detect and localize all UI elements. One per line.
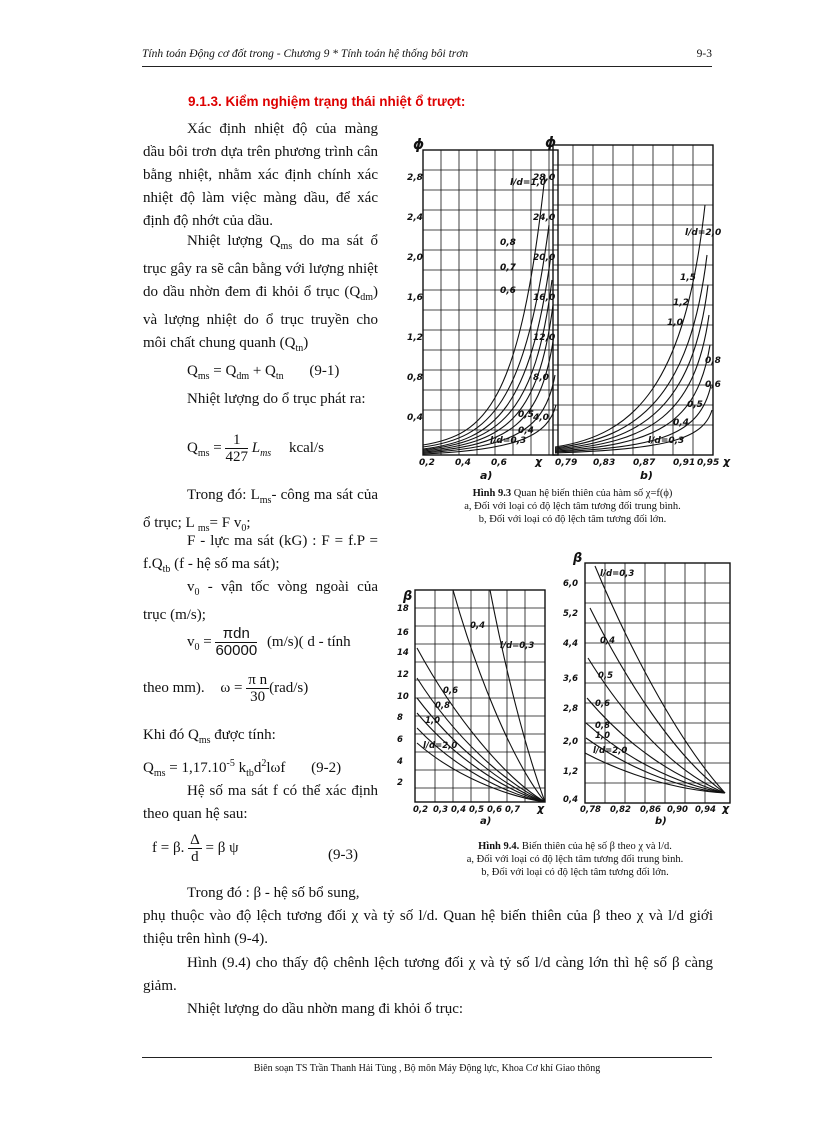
svg-text:1,6: 1,6	[407, 293, 423, 303]
paragraph-heat-gen: Nhiệt lượng do ổ trục phát ra:	[187, 391, 366, 407]
svg-text:1,0: 1,0	[425, 716, 441, 726]
svg-text:0,6: 0,6	[487, 805, 503, 815]
svg-text:0,90: 0,90	[667, 805, 688, 815]
svg-text:1,0: 1,0	[595, 731, 611, 741]
svg-text:0,5: 0,5	[687, 400, 703, 410]
svg-text:l/d=2,0: l/d=2,0	[423, 741, 458, 751]
svg-text:0,4: 0,4	[600, 636, 616, 646]
equation-9-1: $Q_{ms} = Q_{dm} + Q_{tn}$ (9-1)	[187, 363, 340, 382]
svg-text:0,8: 0,8	[435, 701, 451, 711]
svg-text:12: 12	[397, 670, 409, 680]
svg-text:0,3: 0,3	[433, 805, 449, 815]
equation-v0: $v_0$ = $\frac{\text{πdn}}{60000}$ (m/s)( d - tính	[187, 625, 351, 659]
svg-text:2,0: 2,0	[407, 253, 423, 263]
footer-rule	[142, 1057, 712, 1058]
svg-text:0,8: 0,8	[595, 721, 611, 731]
figure-9-3-graph	[405, 135, 735, 480]
svg-text:6,0: 6,0	[563, 579, 579, 589]
svg-text:0,83: 0,83	[593, 458, 616, 468]
paragraph-velocity: $v_0$ - vận tốc vòng ngoài của trục (m/s);	[143, 579, 378, 623]
footer-credit: Biên soạn TS Trần Thanh Hải Tùng , Bộ môn Máy Động lực, Khoa Cơ khí Giao thông	[253, 1063, 601, 1074]
equation-9-2: $Q_{ms} = 1,17.10^{-5}$ $k_{tb}d^2l\omega f$ (9-2)	[143, 758, 342, 779]
svg-text:10: 10	[397, 692, 409, 702]
svg-text:0,4: 0,4	[563, 795, 579, 805]
svg-text:a): a)	[480, 816, 492, 827]
svg-text:0,6: 0,6	[500, 286, 516, 296]
figure-9-4-caption: Hình 9.4. Biến thiên của hệ số β theo χ và l/d. a, Đối với loại có độ lệch tâm tương đối trung bình. b, Đối với loại có độ lệch tâm tương đối lớn.	[466, 841, 684, 878]
paragraph-where: Trong đó: $L_{ms}-$ công ma sát của ổ trục; L $_{ms}$= F $v_0$;	[143, 487, 378, 534]
svg-text:0,6: 0,6	[705, 380, 721, 390]
svg-text:0,7: 0,7	[500, 263, 516, 273]
svg-text:0,8: 0,8	[500, 238, 516, 248]
running-header	[142, 48, 712, 68]
svg-text:l/d=1,0: l/d=1,0	[510, 178, 547, 188]
paragraph-then: Khi đó $Q_{ms}$ được tính:	[143, 727, 276, 746]
svg-text:16: 16	[397, 628, 409, 638]
svg-text:2,8: 2,8	[407, 173, 423, 183]
svg-text:ϕ: ϕ	[545, 135, 557, 151]
svg-text:1,5: 1,5	[680, 273, 696, 283]
svg-text:a): a)	[480, 469, 493, 480]
svg-text:2,0: 2,0	[563, 737, 579, 747]
svg-text:0,7: 0,7	[505, 805, 521, 815]
svg-text:8,0: 8,0	[533, 373, 549, 383]
svg-text:0,4: 0,4	[470, 621, 486, 631]
paragraph-oil-heat: Nhiệt lượng do dầu nhờn mang đi khỏi ổ trục:	[187, 1001, 464, 1017]
svg-text:0,2: 0,2	[419, 458, 435, 468]
svg-text:b): b)	[655, 816, 667, 827]
figure-9-3-caption: Hình 9.3 Quan hệ biến thiên của hàm số χ=f(ϕ) a, Đối với loại có độ lệch tâm tương đối trung bình. b, Đối với loại có độ lệch tâm tương đối lớn.	[464, 488, 681, 525]
paragraph-friction-coef: Hệ số ma sát f có thể xác định theo quan hệ sau:	[143, 783, 378, 822]
svg-text:0,6: 0,6	[595, 699, 611, 709]
svg-text:18: 18	[397, 604, 409, 614]
svg-text:l/d=0,3: l/d=0,3	[600, 569, 635, 579]
header-rule	[142, 66, 712, 67]
svg-text:0,4: 0,4	[673, 418, 689, 428]
section-title: 9.1.3. Kiểm nghiệm trạng thái nhiệt ổ trượt:	[188, 94, 466, 109]
svg-text:0,8: 0,8	[705, 356, 721, 366]
svg-text:l/d=0,3: l/d=0,3	[648, 436, 685, 446]
svg-text:6: 6	[397, 735, 403, 745]
svg-text:5,2: 5,2	[563, 609, 579, 619]
equation-omega: theo mm). ω = $\frac{\text{π n}}{30}$ (rad/s)	[143, 672, 309, 705]
svg-text:16,0: 16,0	[533, 293, 556, 303]
paragraph-heat: Nhiệt lượng $Q_{ms}$ do ma sát ổ trục gây ra sẽ cân bằng với lượng nhiệt do dầu nhờn đem đi khỏi ổ trục $(Q_{dm})$ và lượng nhiệt do ổ trục truyền cho môi chất chung quanh $(Q_{tn})$	[143, 233, 378, 354]
equation-qms: $Q_{ms}$ = $\frac{1}{427}$ $L_{ms}$ kcal/s	[187, 432, 324, 465]
paragraph-where-beta: Trong đó : β - hệ số bổ sung,	[187, 885, 360, 901]
svg-text:4: 4	[397, 757, 403, 767]
svg-text:1,2: 1,2	[673, 298, 689, 308]
svg-text:0,5: 0,5	[518, 410, 534, 420]
svg-text:0,6: 0,6	[443, 686, 459, 696]
svg-text:0,78: 0,78	[580, 805, 601, 815]
svg-text:χ: χ	[723, 455, 731, 468]
svg-text:20,0: 20,0	[533, 253, 556, 263]
svg-text:ϕ: ϕ	[413, 137, 425, 153]
figure-9-4-graph	[395, 548, 740, 828]
svg-text:0,91: 0,91	[673, 458, 696, 468]
svg-text:4,0: 4,0	[533, 413, 549, 423]
svg-text:0,6: 0,6	[491, 458, 507, 468]
svg-text:l/d=2,0: l/d=2,0	[593, 746, 628, 756]
svg-text:b): b)	[640, 469, 653, 480]
svg-text:28,0: 28,0	[533, 173, 556, 183]
paragraph-intro: Xác định nhiệt độ của màng dầu bôi trơn dựa trên phương trình cân bằng nhiệt, nhằm xác định chính xác nhiệt độ làm việc màng dầu, để xác định độ nhớt của dầu.	[143, 121, 378, 229]
svg-text:0,5: 0,5	[598, 671, 614, 681]
equation-9-3: f = β. $\frac{\Delta}{d}$ = β ψ (9-3)	[152, 832, 358, 865]
svg-text:0,4: 0,4	[407, 413, 423, 423]
svg-text:0,8: 0,8	[407, 373, 423, 383]
svg-text:0,94: 0,94	[695, 805, 716, 815]
page-number: 9-3	[696, 48, 712, 60]
svg-text:β: β	[573, 551, 583, 566]
svg-text:2,8: 2,8	[563, 704, 579, 714]
svg-text:χ: χ	[722, 802, 730, 815]
svg-text:2,4: 2,4	[407, 213, 423, 223]
svg-text:0,79: 0,79	[555, 458, 578, 468]
svg-text:1,0: 1,0	[667, 318, 683, 328]
svg-text:8: 8	[397, 713, 403, 723]
svg-text:24,0: 24,0	[533, 213, 556, 223]
svg-text:β: β	[403, 589, 413, 604]
paragraph-fig-observation: Hình (9.4) cho thấy độ chênh lệch tương đối χ và tỷ số l/d càng lớn thì hệ số β càng giảm.	[143, 955, 713, 994]
svg-text:l/d=0,3: l/d=0,3	[500, 641, 535, 651]
svg-text:0,82: 0,82	[610, 805, 631, 815]
svg-text:0,4: 0,4	[455, 458, 471, 468]
header-title: Tính toán Động cơ đốt trong - Chương 9 * Tính toán hệ thống bôi trơn	[142, 48, 469, 60]
svg-text:0,2: 0,2	[413, 805, 429, 815]
svg-text:14: 14	[397, 648, 409, 658]
paragraph-dependence: phụ thuộc vào độ lệch tương đối χ và tỷ số l/d. Quan hệ biến thiên của β theo χ và l/d giới thiệu trên hình (9-4).	[143, 908, 713, 947]
svg-text:0,5: 0,5	[469, 805, 485, 815]
svg-text:12,0: 12,0	[533, 333, 556, 343]
svg-text:0,86: 0,86	[640, 805, 661, 815]
svg-text:0,95: 0,95	[697, 458, 720, 468]
svg-text:0,4: 0,4	[518, 426, 534, 436]
svg-text:χ: χ	[535, 455, 543, 468]
svg-text:χ: χ	[537, 802, 545, 815]
svg-text:4,4: 4,4	[563, 639, 579, 649]
svg-text:1,2: 1,2	[407, 333, 423, 343]
paragraph-friction-force: F - lực ma sát (kG) : $F = f.P = f.Q_{tb}$ (f - hệ số ma sát);	[143, 533, 378, 575]
svg-text:l/d=2,0: l/d=2,0	[685, 228, 722, 238]
svg-text:0,4: 0,4	[451, 805, 467, 815]
svg-text:3,6: 3,6	[563, 674, 579, 684]
svg-text:0,87: 0,87	[633, 458, 656, 468]
svg-text:1,2: 1,2	[563, 767, 579, 777]
svg-text:2: 2	[397, 778, 403, 788]
svg-text:l/d=0,3: l/d=0,3	[490, 436, 527, 446]
